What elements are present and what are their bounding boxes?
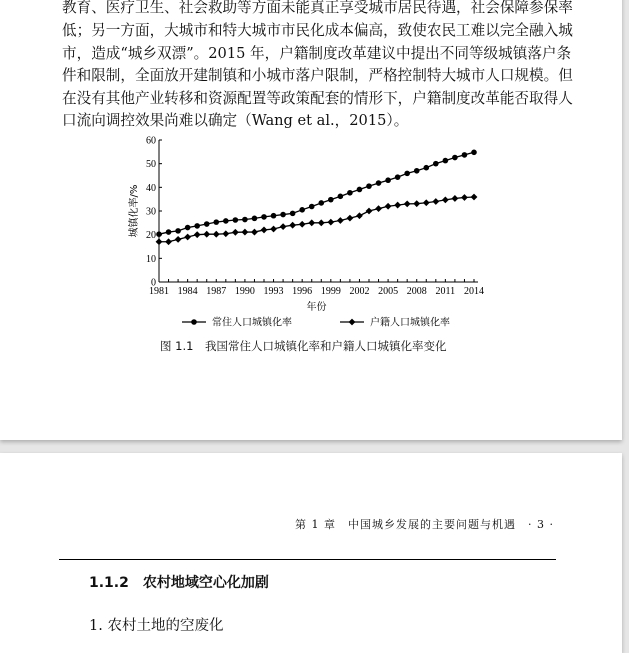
data-point xyxy=(156,238,163,245)
data-point xyxy=(290,211,296,217)
data-point xyxy=(413,200,420,207)
x-tick-label: 2005 xyxy=(378,286,399,297)
y-tick-label: 20 xyxy=(146,230,156,242)
urbanization-line-chart xyxy=(120,130,490,335)
data-point xyxy=(223,218,229,224)
data-point xyxy=(404,171,410,177)
data-point xyxy=(166,229,172,235)
data-point xyxy=(432,198,439,205)
data-point xyxy=(175,228,181,234)
data-point xyxy=(261,227,268,234)
data-point xyxy=(289,222,296,229)
legend-label: 户籍人口城镇化率 xyxy=(370,317,450,329)
data-point xyxy=(356,212,363,219)
data-point xyxy=(270,226,277,233)
data-point xyxy=(156,231,162,237)
x-tick-label: 1981 xyxy=(149,286,169,297)
data-point xyxy=(280,223,287,230)
data-point xyxy=(233,217,239,223)
y-axis-label: 城镇化率/% xyxy=(129,184,140,238)
data-point xyxy=(328,197,334,203)
body-text-line: 教育、医疗卫生、社会救助等方面未能真正享受城市居民待遇，社会保障参保率 xyxy=(62,0,573,16)
data-point xyxy=(194,223,200,229)
data-point xyxy=(318,219,325,226)
x-tick-label: 1999 xyxy=(320,286,341,297)
data-point xyxy=(242,217,248,223)
data-point xyxy=(280,212,286,218)
data-point xyxy=(461,194,468,201)
data-point xyxy=(423,199,430,206)
data-point xyxy=(452,155,458,161)
running-header: 第 1 章 中国城乡发展的主要问题与机遇 · 3 · xyxy=(295,518,554,531)
x-tick-label: 1990 xyxy=(234,286,255,297)
data-point xyxy=(299,207,305,213)
data-point xyxy=(175,236,182,243)
data-point xyxy=(184,234,191,241)
legend-marker xyxy=(349,319,356,326)
data-point xyxy=(443,158,449,164)
data-point xyxy=(433,161,439,167)
data-point xyxy=(404,201,411,208)
data-point xyxy=(452,195,459,202)
header-rule xyxy=(59,559,556,560)
body-text-line: 口流向调控效果尚难以确定（Wang et al.，2015）。 xyxy=(62,112,409,129)
y-tick-label: 50 xyxy=(146,159,156,171)
data-point xyxy=(414,168,420,174)
data-point xyxy=(318,200,324,206)
data-point xyxy=(308,219,315,226)
data-point xyxy=(366,208,373,215)
data-point xyxy=(337,217,344,224)
body-text-line: 在没有其他产业转移和资源配置等政策配套的情形下，户籍制度改革能否取得人 xyxy=(62,90,573,107)
data-point xyxy=(213,231,220,238)
x-axis-label: 年份 xyxy=(306,302,327,313)
data-point xyxy=(394,202,401,209)
legend-marker xyxy=(191,319,197,325)
x-tick-label: 1996 xyxy=(292,286,313,297)
y-tick-label: 30 xyxy=(146,206,156,218)
data-point xyxy=(385,177,391,183)
data-point xyxy=(385,203,392,210)
data-point xyxy=(242,229,249,236)
data-point xyxy=(261,214,267,220)
legend-label: 常住人口城镇化率 xyxy=(212,317,292,329)
x-tick-label: 2008 xyxy=(406,286,427,297)
data-point xyxy=(213,219,219,225)
data-point xyxy=(395,174,401,180)
data-point xyxy=(471,194,478,201)
figure-caption: 图 1.1 我国常住人口城镇化率和户籍人口城镇化率变化 xyxy=(160,339,447,353)
data-point xyxy=(462,152,468,158)
y-tick-label: 60 xyxy=(146,135,156,147)
x-tick-label: 1984 xyxy=(177,286,198,297)
data-point xyxy=(232,229,239,236)
data-point xyxy=(347,215,354,222)
body-text-line: 低；另一方面，大城市和特大城市市民化成本偏高，致使农民工难以完全融入城 xyxy=(62,22,573,39)
body-text-line: 市，造成“城乡双漂”。2015 年，户籍制度改革建议中提出不同等级城镇落户条 xyxy=(62,45,572,62)
data-point xyxy=(194,231,201,238)
data-point xyxy=(204,221,210,227)
data-point xyxy=(165,238,172,245)
y-tick-label: 10 xyxy=(146,253,156,265)
data-point xyxy=(299,221,306,228)
x-tick-label: 1987 xyxy=(206,286,227,297)
data-point xyxy=(185,225,191,231)
y-tick-label: 0 xyxy=(151,277,156,289)
data-point xyxy=(423,165,429,171)
y-tick-label: 40 xyxy=(146,182,156,194)
data-point xyxy=(357,187,363,193)
data-point xyxy=(375,205,382,212)
data-point xyxy=(251,229,258,236)
data-point xyxy=(271,213,277,219)
body-text-line: 件和限制，全面放开建制镇和小城市落户限制，严格控制特大城市人口规模。但 xyxy=(62,67,573,84)
data-point xyxy=(366,183,372,189)
data-point xyxy=(327,219,334,226)
data-point xyxy=(376,180,382,186)
x-tick-label: 2014 xyxy=(464,286,484,297)
x-tick-label: 1993 xyxy=(263,286,284,297)
section-heading: 1.1.2 农村地域空心化加剧 xyxy=(89,575,269,591)
data-point xyxy=(347,190,353,196)
x-tick-label: 2002 xyxy=(349,286,370,297)
x-tick-label: 2011 xyxy=(435,286,456,297)
data-point xyxy=(442,196,449,203)
data-point xyxy=(338,194,344,200)
data-point xyxy=(203,231,210,238)
data-point xyxy=(222,230,229,237)
subsection-heading: 1. 农村土地的空废化 xyxy=(89,618,224,634)
data-point xyxy=(471,150,477,156)
data-point xyxy=(252,216,258,222)
data-point xyxy=(309,204,315,210)
